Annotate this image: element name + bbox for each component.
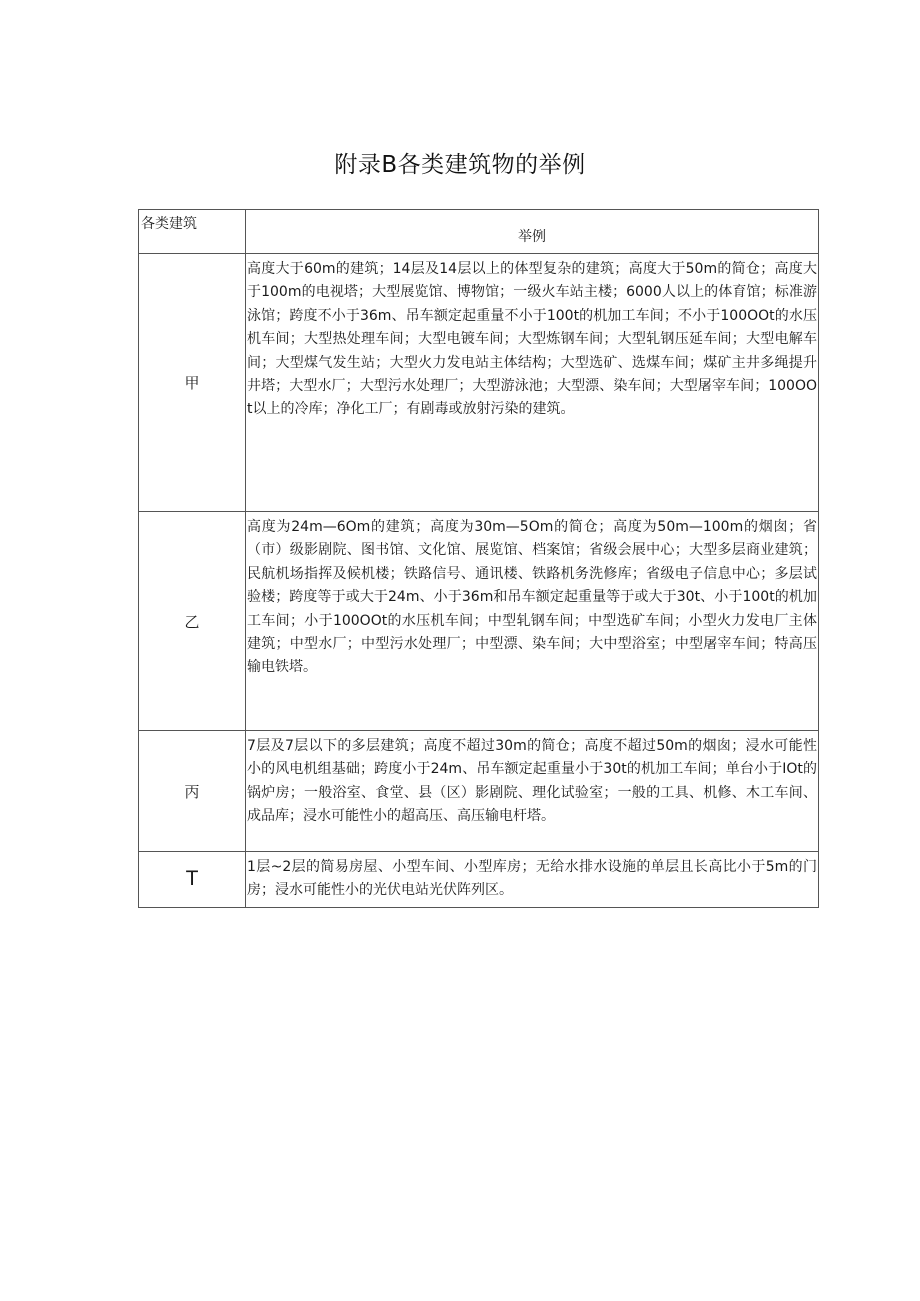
examples-cell-yi: 高度为24m—6Om的建筑；高度为30m—5Om的简仓；高度为50m—100m的烟囱；省（市）级影剧院、图书馆、文化馆、展览馆、档案馆；省级会展中心；大型多层商业建筑；民航机场指挥及候机楼；铁路信号、通讯楼、铁路机务洗修库；省级电子信息中心；多层试验楼；跨度等于或大于24m、小于36m和吊车额定起重量等于或大于30t、小于100t的机加工车间；小于100OOt的水压机车间；中型轧钢车间；中型选矿车间；小型火力发电厂主体建筑；中型水厂；中型污水处理厂；中型漂、染车间；大中型浴室；中型屠宰车间；特高压输电铁塔。 [246,512,819,731]
examples-cell-jia: 高度大于60m的建筑；14层及14层以上的体型复杂的建筑；高度大于50m的简仓；高度大于100m的电视塔；大型展览馆、博物馆；一级火车站主楼；6000人以上的体育馆；标准游泳馆；跨度不小于36m、吊车额定起重量不小于100t的机加工车间；不小于100OOt的水压机车间；大型热处理车间；大型电镀车间；大型炼钢车间；大型轧钢压延车间；大型电解车间；大型煤气发生站；大型火力发电站主体结构；大型选矿、选煤车间；煤矿主井多绳提升井塔；大型水厂；大型污水处理厂；大型游泳池；大型漂、染车间；大型屠宰车间；100OOt以上的冷库；净化工厂；有剧毒或放射污染的建筑。 [246,254,819,512]
examples-cell-bing: 7层及7层以下的多层建筑；高度不超过30m的简仓；高度不超过50m的烟囱；浸水可能性小的风电机组基础；跨度小于24m、吊车额定起重量小于30t的机加工车间；单台小于IOt的锅炉房；一般浴室、食堂、县（区）影剧院、理化试验室；一般的工具、机修、木工车间、成品库；浸水可能性小的超高压、高压输电杆塔。 [246,731,819,852]
header-examples: 举例 [246,210,819,254]
grade-cell-ding: T [139,852,246,908]
header-category: 各类建筑 [139,210,246,254]
page-title: 附录B各类建筑物的举例 [334,152,586,178]
table-row [139,254,819,512]
table-row [139,512,819,731]
table-row [139,852,819,908]
grade-cell-yi: 乙 [139,512,246,731]
table-row [139,731,819,852]
grade-cell-jia: 甲 [139,254,246,512]
building-category-table [138,209,819,908]
examples-cell-ding: 1层~2层的简易房屋、小型车间、小型库房；无给水排水设施的单层且长高比小于5m的门房；浸水可能性小的光伏电站光伏阵列区。 [246,852,819,908]
grade-cell-bing: 丙 [139,731,246,852]
table-header-row [139,210,819,254]
